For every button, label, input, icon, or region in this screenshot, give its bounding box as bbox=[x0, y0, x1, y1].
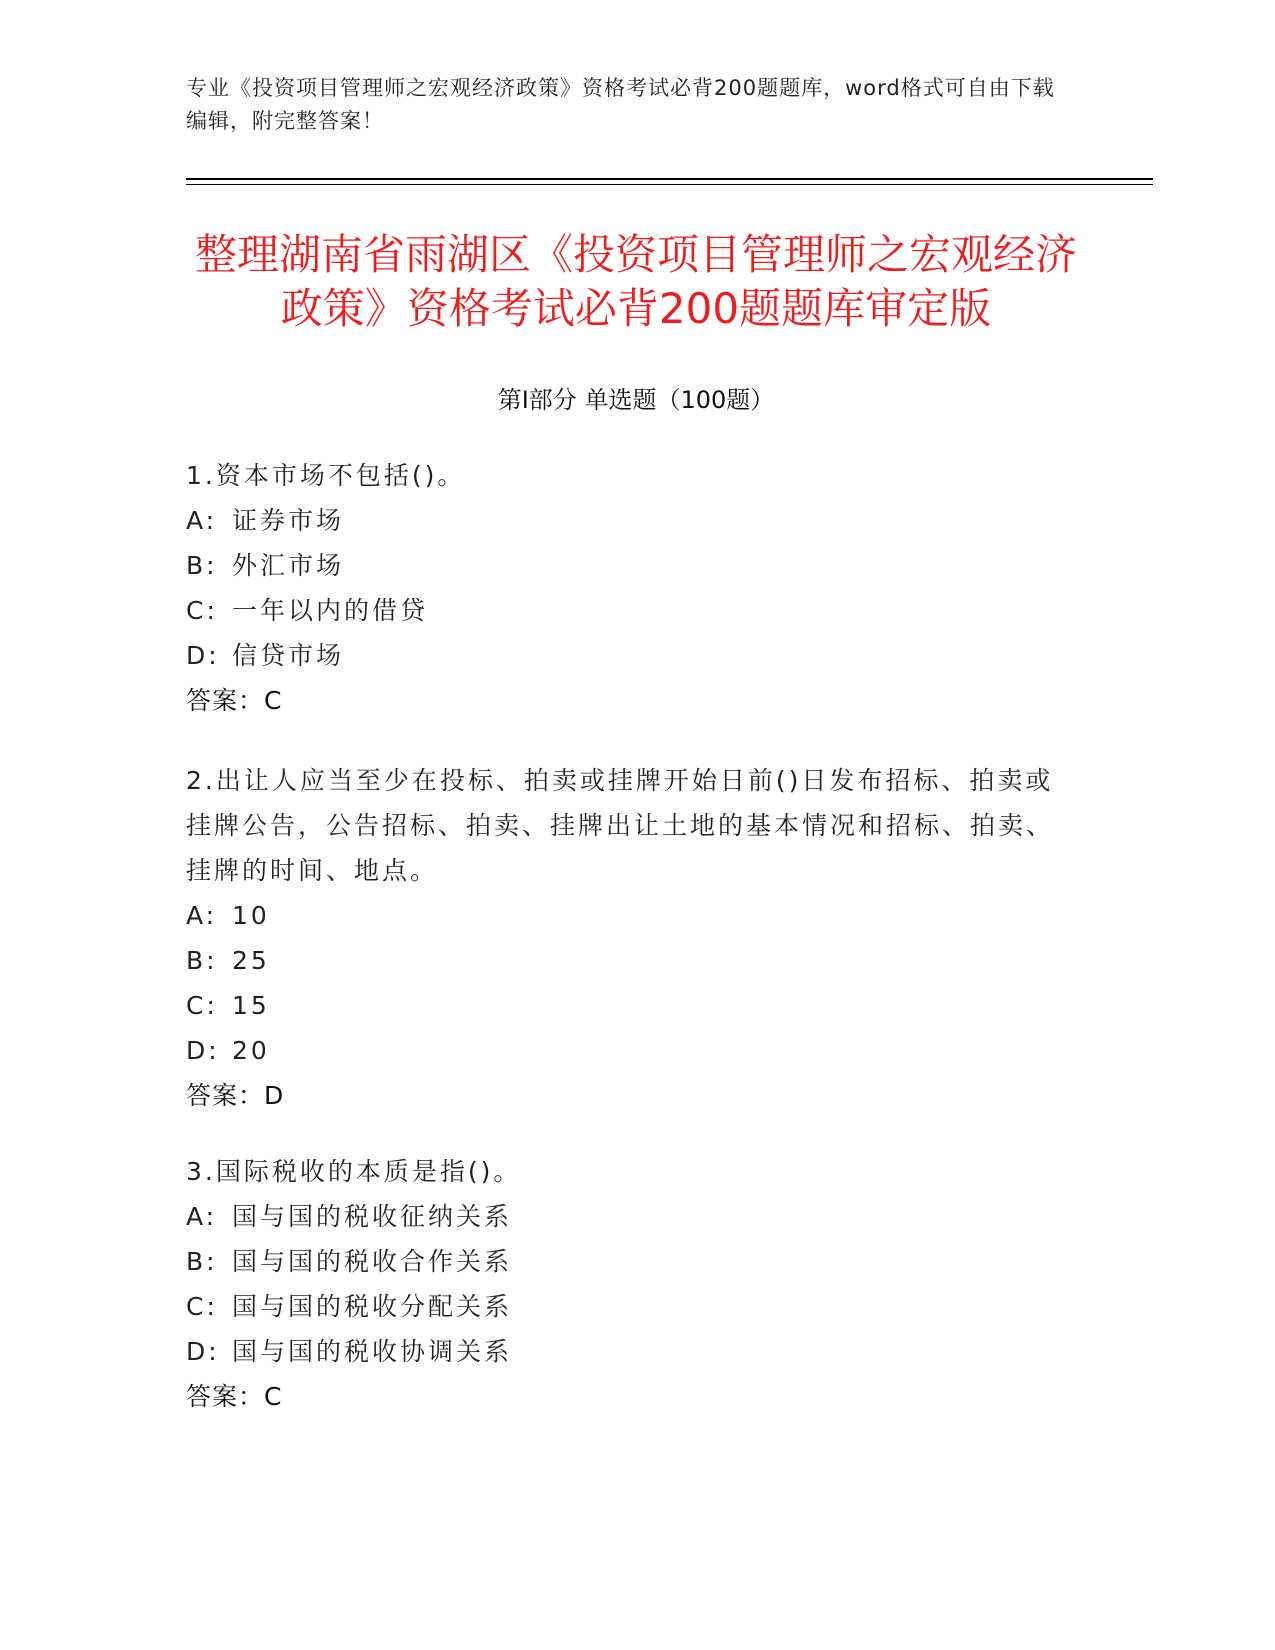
header-divider-thin bbox=[186, 184, 1153, 185]
option-text: 国与国的税收征纳关系 bbox=[232, 1202, 513, 1231]
option-text: 国与国的税收协调关系 bbox=[232, 1337, 513, 1366]
answer-line: 答案：C bbox=[186, 686, 283, 715]
option-letter: B: bbox=[186, 946, 218, 975]
option-letter: C: bbox=[186, 991, 218, 1020]
option-text: 国与国的税收合作关系 bbox=[232, 1247, 513, 1276]
option-letter: D: bbox=[186, 641, 220, 670]
question-stem: 3.国际税收的本质是指()。 bbox=[186, 1157, 522, 1186]
option-c bbox=[186, 588, 1066, 633]
option-letter: B: bbox=[186, 1247, 218, 1276]
question-2 bbox=[186, 758, 1066, 1118]
option-text: 25 bbox=[232, 946, 270, 975]
document-title: 整理湖南省雨湖区《投资项目管理师之宏观经济政策》资格考试必背200题题库审定版 bbox=[194, 230, 1077, 333]
option-a bbox=[186, 893, 1066, 938]
option-a bbox=[186, 1194, 1066, 1239]
option-b bbox=[186, 938, 1066, 983]
header-note: 专业《投资项目管理师之宏观经济政策》资格考试必背200题题库，word格式可自由下载编辑，附完整答案！ bbox=[186, 76, 1055, 133]
question-1 bbox=[186, 453, 1066, 723]
option-letter: D: bbox=[186, 1036, 220, 1065]
question-stem: 1.资本市场不包括()。 bbox=[186, 461, 466, 490]
option-text: 15 bbox=[232, 991, 270, 1020]
option-d bbox=[186, 1028, 1066, 1073]
option-letter: A: bbox=[186, 1202, 218, 1231]
option-a bbox=[186, 498, 1066, 543]
option-letter: A: bbox=[186, 901, 218, 930]
option-text: 20 bbox=[232, 1036, 270, 1065]
option-letter: B: bbox=[186, 551, 218, 580]
option-text: 国与国的税收分配关系 bbox=[232, 1292, 513, 1321]
answer-line: 答案：D bbox=[186, 1081, 285, 1110]
section-title: 第Ⅰ部分 单选题（100题） bbox=[497, 386, 775, 414]
option-c bbox=[186, 983, 1066, 1028]
question-stem: 2.出让人应当至少在投标、拍卖或挂牌开始日前()日发布招标、拍卖或挂牌公告，公告招标、拍卖、挂牌出让土地的基本情况和招标、拍卖、挂牌的时间、地点。 bbox=[186, 766, 1055, 885]
option-text: 信贷市场 bbox=[232, 641, 345, 670]
question-3 bbox=[186, 1149, 1066, 1419]
answer-line: 答案：C bbox=[186, 1382, 283, 1411]
option-letter: A: bbox=[186, 506, 218, 535]
option-letter: C: bbox=[186, 1292, 218, 1321]
option-text: 一年以内的借贷 bbox=[232, 596, 429, 625]
option-letter: C: bbox=[186, 596, 218, 625]
option-text: 证券市场 bbox=[232, 506, 345, 535]
option-c bbox=[186, 1284, 1066, 1329]
option-text: 外汇市场 bbox=[232, 551, 345, 580]
option-d bbox=[186, 1329, 1066, 1374]
option-b bbox=[186, 543, 1066, 588]
option-letter: D: bbox=[186, 1337, 220, 1366]
header-divider-thick bbox=[186, 178, 1153, 180]
option-b bbox=[186, 1239, 1066, 1284]
option-d bbox=[186, 633, 1066, 678]
option-text: 10 bbox=[232, 901, 270, 930]
